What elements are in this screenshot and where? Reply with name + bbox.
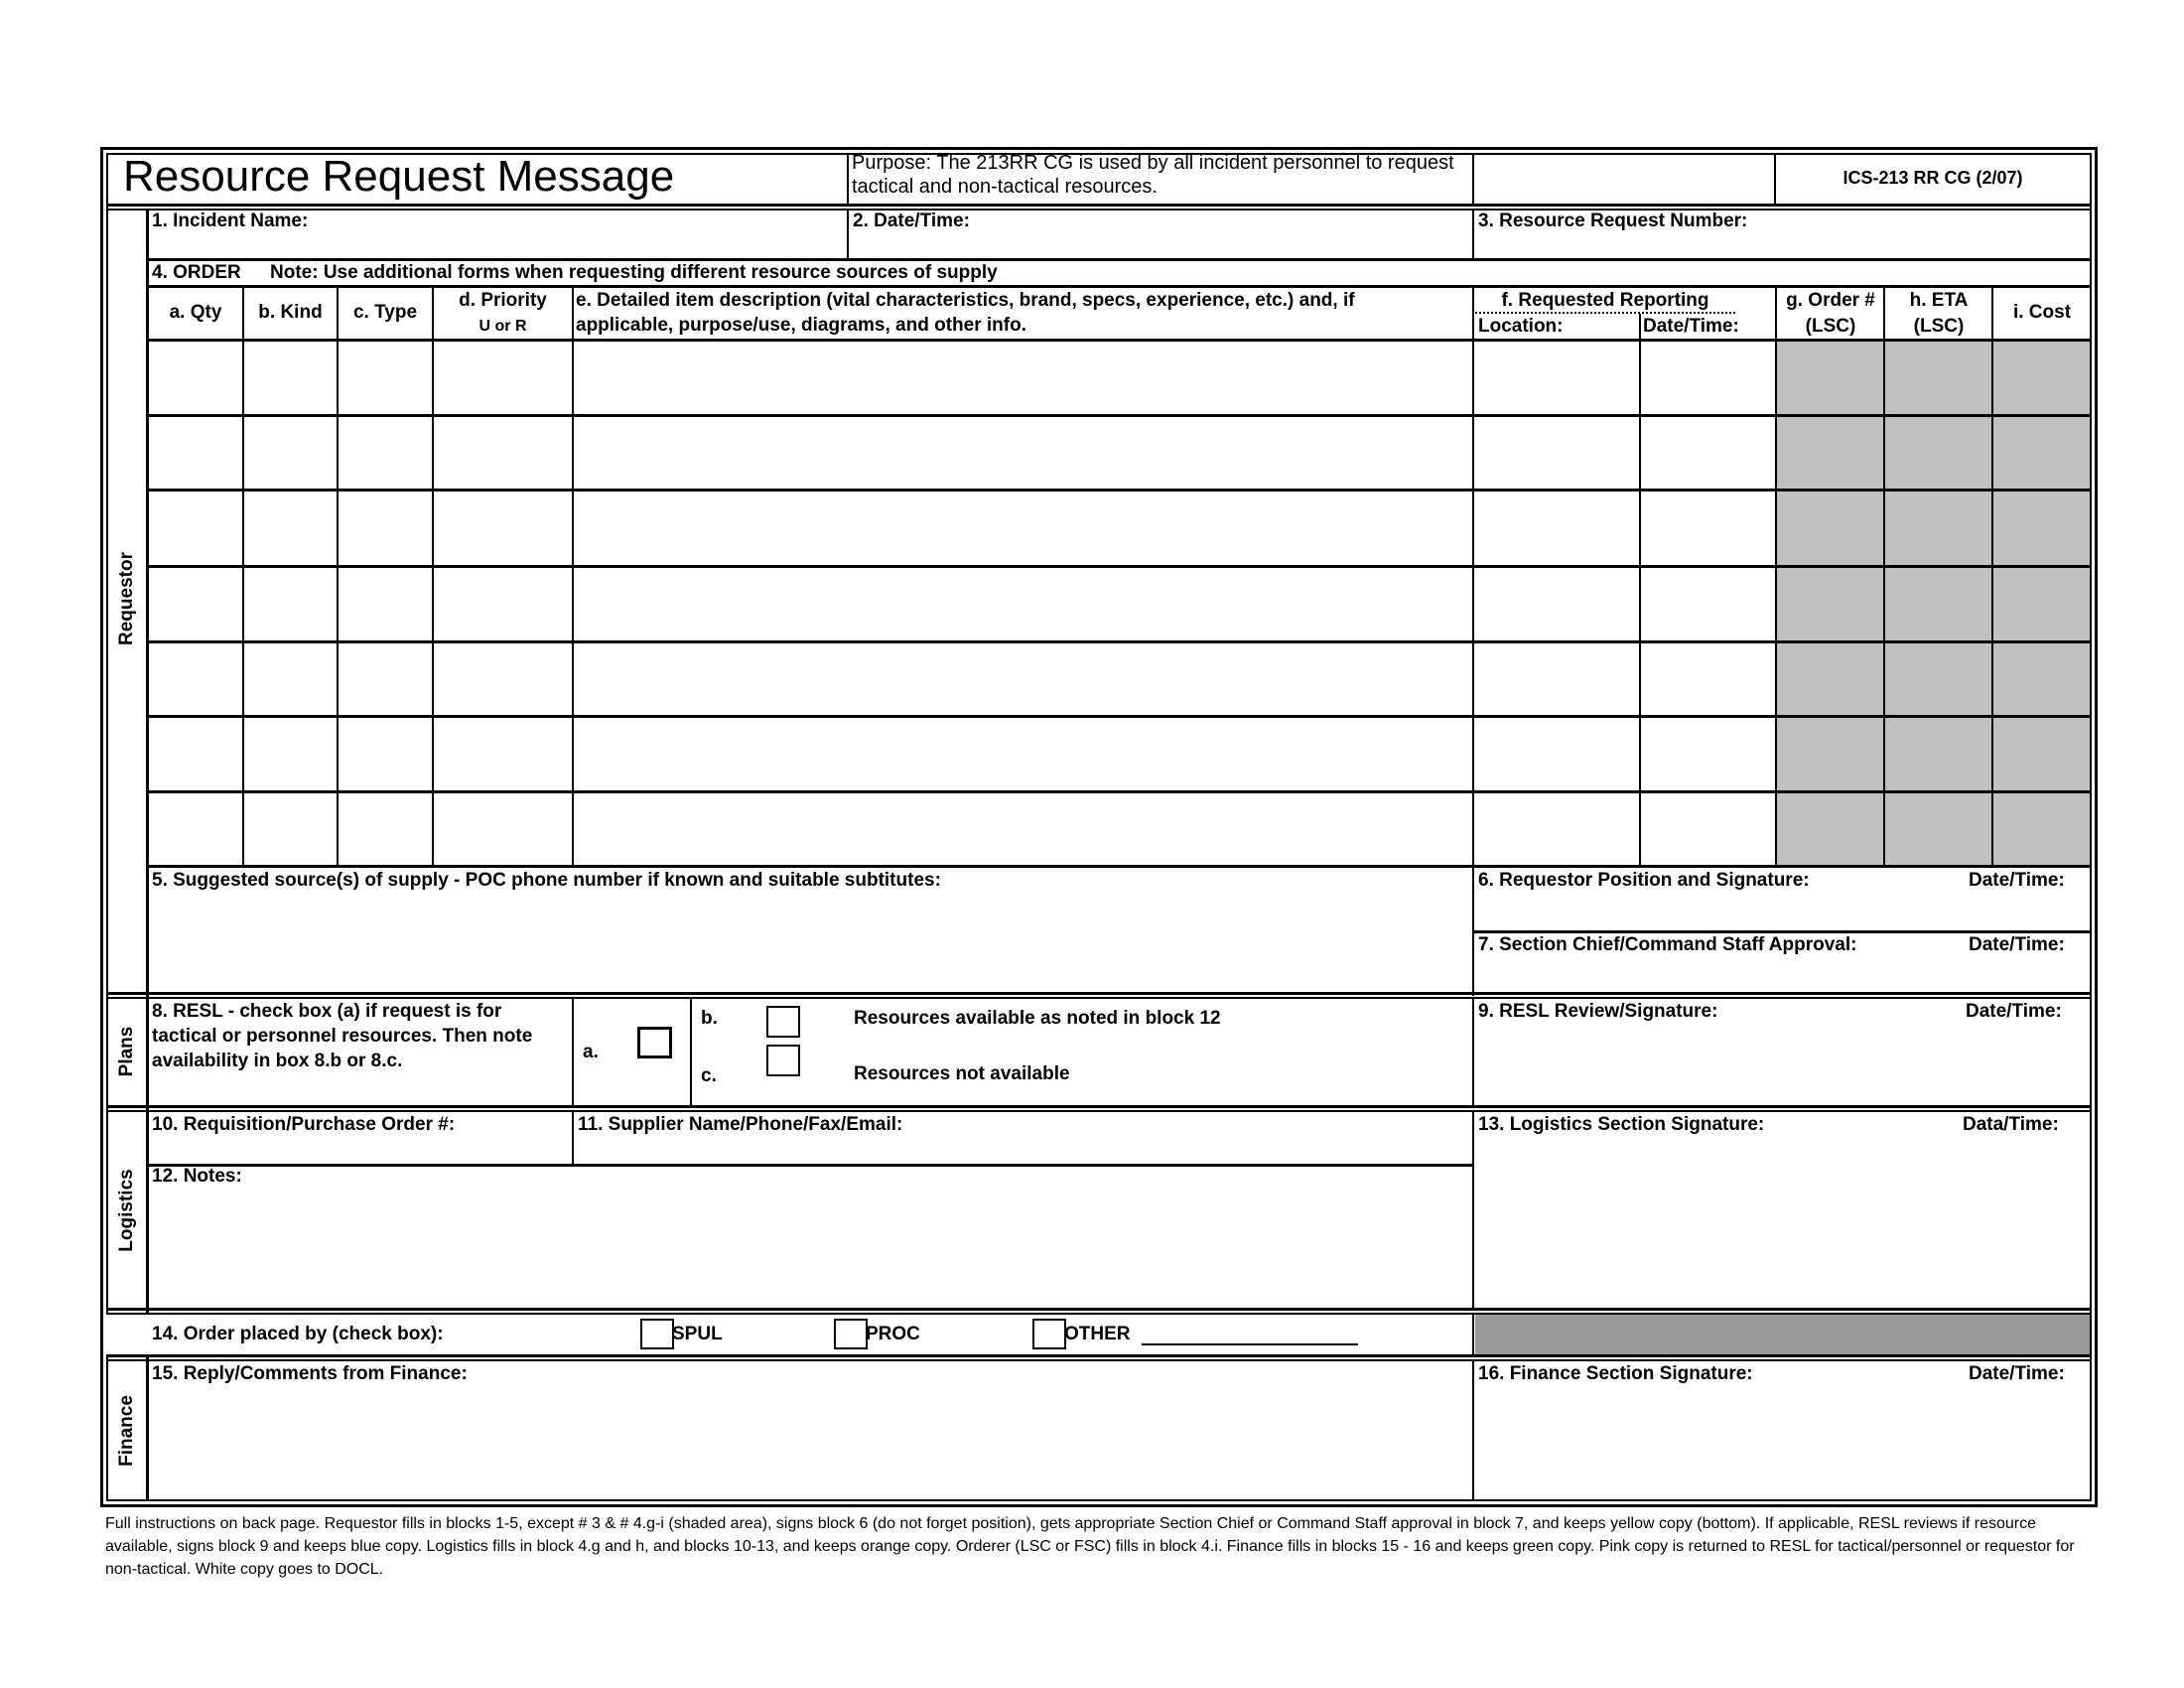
notes-label: 12. Notes: — [152, 1166, 242, 1187]
order-heading: 4. ORDER — [152, 262, 241, 283]
col-description-header-2: applicable, purpose/use, diagrams, and other info. — [576, 315, 1026, 336]
col-eta-header: h. ETA — [1909, 290, 1969, 311]
col-reporting-header: f. Requested Reporting — [1501, 290, 1709, 311]
spul-checkbox[interactable] — [640, 1319, 674, 1349]
label-column-gap — [146, 1315, 149, 1354]
col-priority-header: d. Priority — [459, 290, 547, 311]
col-type-header: c. Type — [352, 302, 418, 323]
resl-a-checkbox[interactable] — [637, 1027, 672, 1058]
shaded-area-14 — [1475, 1315, 2090, 1355]
divider — [572, 999, 574, 1108]
section-label-requestor: Requestor — [116, 552, 137, 645]
logistics-signature-field[interactable] — [1475, 1138, 2089, 1307]
spul-label: SPUL — [672, 1324, 723, 1344]
resl-review-datetime-label: Date/Time: — [1966, 1001, 2062, 1022]
resl-c-label: c. — [701, 1065, 717, 1086]
divider — [572, 1112, 574, 1166]
row-divider — [149, 258, 2091, 261]
suggested-sources-field[interactable] — [150, 894, 1470, 991]
form-id: ICS-213 RR CG (2/07) — [1843, 168, 2023, 188]
section-label-logistics: Logistics — [116, 1169, 137, 1252]
section-divider — [106, 1308, 2092, 1311]
proc-label: PROC — [866, 1324, 920, 1344]
section-chief-approval-field[interactable] — [1475, 958, 2089, 992]
col-kind-header: b. Kind — [258, 302, 323, 323]
divider — [1472, 153, 1474, 206]
incident-name-label: 1. Incident Name: — [152, 211, 309, 231]
order-row-3[interactable] — [149, 492, 2091, 565]
col-order-no-sub: (LSC) — [1805, 316, 1856, 337]
resl-review-field[interactable] — [1475, 1025, 2089, 1104]
divider — [1472, 999, 1474, 1108]
row-divider — [149, 865, 2091, 868]
inner-border-bottom — [106, 1499, 2092, 1501]
order-row-5[interactable] — [149, 643, 2091, 715]
section-chief-datetime-label: Date/Time: — [1969, 934, 2065, 955]
row-divider — [1474, 930, 2091, 933]
resl-b-checkbox[interactable] — [766, 1006, 800, 1038]
finance-comments-field[interactable] — [150, 1387, 1470, 1497]
col-cost-header: i. Cost — [2012, 302, 2072, 323]
row-divider — [149, 1164, 1474, 1167]
requisition-po-label: 10. Requisition/Purchase Order #: — [152, 1114, 456, 1135]
proc-checkbox[interactable] — [834, 1319, 868, 1349]
supplier-field[interactable] — [576, 1138, 1470, 1164]
divider — [847, 209, 849, 260]
other-checkbox[interactable] — [1032, 1319, 1066, 1349]
col-order-no-header: g. Order # — [1786, 290, 1875, 311]
resl-c-checkbox[interactable] — [766, 1045, 800, 1076]
suggested-sources-label: 5. Suggested source(s) of supply - POC phone number if known and suitable subtitutes: — [152, 870, 941, 891]
section-label-finance: Finance — [116, 1395, 137, 1467]
dotted-rule — [1475, 312, 1735, 314]
notes-field[interactable] — [150, 1190, 1470, 1307]
section-divider — [106, 1105, 2092, 1108]
divider — [847, 153, 849, 206]
order-note: Note: Use additional forms when requesting different resource sources of supply — [270, 262, 998, 283]
section-divider-2 — [106, 997, 2092, 999]
date-time-label: 2. Date/Time: — [853, 211, 970, 231]
section-divider — [106, 1354, 2092, 1357]
finance-signature-field[interactable] — [1475, 1387, 2089, 1497]
other-specify-line[interactable] — [1142, 1343, 1358, 1345]
order-row-4[interactable] — [149, 568, 2091, 640]
form-title: Resource Request Message — [123, 152, 675, 201]
order-row-7[interactable] — [149, 793, 2091, 865]
requestor-datetime-label: Date/Time: — [1969, 870, 2065, 891]
supplier-label: 11. Supplier Name/Phone/Fax/Email: — [578, 1114, 903, 1135]
resl-instructions-3: availability in box 8.b or 8.c. — [152, 1051, 403, 1071]
footer-instructions: Full instructions on back page. Requestor fills in blocks 1-5, except # 3 & # 4.g-i (shaded area), signs block 6 (do not forget position), gets appropriate Section Chief or Command Staff approval in block 7, and keeps yellow copy (bottom). If applicable, RESL reviews if resource available, signs block 9 and keeps blue copy. Logistics fills in block 4.g and h, and blocks 10-13, and keeps orange copy. Orderer (LSC or FSC) fills in block 4.i. Finance fills in blocks 15 - 16 and keeps green copy. Pink copy is returned to RESL for tactical/personnel or requestor for non-tactical. White copy goes to DOCL. — [105, 1515, 2075, 1578]
section-divider-2 — [106, 1110, 2092, 1112]
section-divider — [106, 992, 2092, 995]
divider — [690, 999, 692, 1108]
logistics-signature-label: 13. Logistics Section Signature: — [1478, 1114, 1765, 1135]
requestor-signature-field[interactable] — [1475, 894, 2089, 929]
date-time-field[interactable] — [850, 232, 1471, 258]
request-number-label: 3. Resource Request Number: — [1478, 211, 1748, 231]
divider — [1472, 209, 1474, 260]
finance-signature-label: 16. Finance Section Signature: — [1478, 1363, 1753, 1384]
section-divider-2 — [106, 1359, 2092, 1361]
inner-border-left — [106, 153, 108, 1501]
order-row-1[interactable] — [149, 342, 2091, 414]
divider — [1472, 1112, 1474, 1311]
requestor-signature-label: 6. Requestor Position and Signature: — [1478, 870, 1810, 891]
col-reporting-datetime-header: Date/Time: — [1643, 316, 1739, 337]
incident-name-field[interactable] — [150, 232, 845, 258]
divider — [1774, 153, 1776, 206]
col-location-header: Location: — [1478, 316, 1564, 337]
other-label: OTHER — [1064, 1324, 1131, 1344]
order-row-2[interactable] — [149, 417, 2091, 489]
title-divider-2 — [106, 209, 2092, 211]
resl-instructions-1: 8. RESL - check box (a) if request is for — [152, 1001, 502, 1022]
section-label-plans: Plans — [116, 1026, 137, 1077]
resl-review-label: 9. RESL Review/Signature: — [1478, 1001, 1718, 1022]
order-row-6[interactable] — [149, 718, 2091, 790]
resl-b-label: b. — [701, 1008, 718, 1029]
resl-b-text: Resources available as noted in block 12 — [854, 1008, 1221, 1029]
resl-a-label: a. — [583, 1042, 599, 1062]
divider — [1472, 1315, 1474, 1356]
finance-comments-label: 15. Reply/Comments from Finance: — [152, 1363, 468, 1384]
order-placed-by-label: 14. Order placed by (check box): — [152, 1324, 444, 1344]
finance-datetime-label: Date/Time: — [1969, 1363, 2065, 1384]
col-priority-sub: U or R — [478, 318, 527, 335]
col-qty-header: a. Qty — [169, 302, 222, 323]
divider — [1472, 1361, 1474, 1500]
resl-instructions-2: tactical or personnel resources. Then note — [152, 1026, 533, 1047]
requisition-po-field[interactable] — [150, 1138, 570, 1164]
form-purpose: Purpose: The 213RR CG is used by all incident personnel to request tactical and non-tactical resources. — [852, 152, 1454, 198]
title-divider — [106, 204, 2092, 207]
row-divider — [149, 285, 2091, 288]
request-number-field[interactable] — [1475, 232, 2089, 258]
logistics-datetime-label: Data/Time: — [1963, 1114, 2059, 1135]
resl-c-text: Resources not available — [854, 1063, 1070, 1084]
header-blank-field[interactable] — [1475, 154, 1773, 204]
section-chief-approval-label: 7. Section Chief/Command Staff Approval: — [1478, 934, 1857, 955]
col-eta-sub: (LSC) — [1913, 316, 1965, 337]
col-description-header: e. Detailed item description (vital characteristics, brand, specs, experience, etc.) and, if — [576, 290, 1355, 311]
